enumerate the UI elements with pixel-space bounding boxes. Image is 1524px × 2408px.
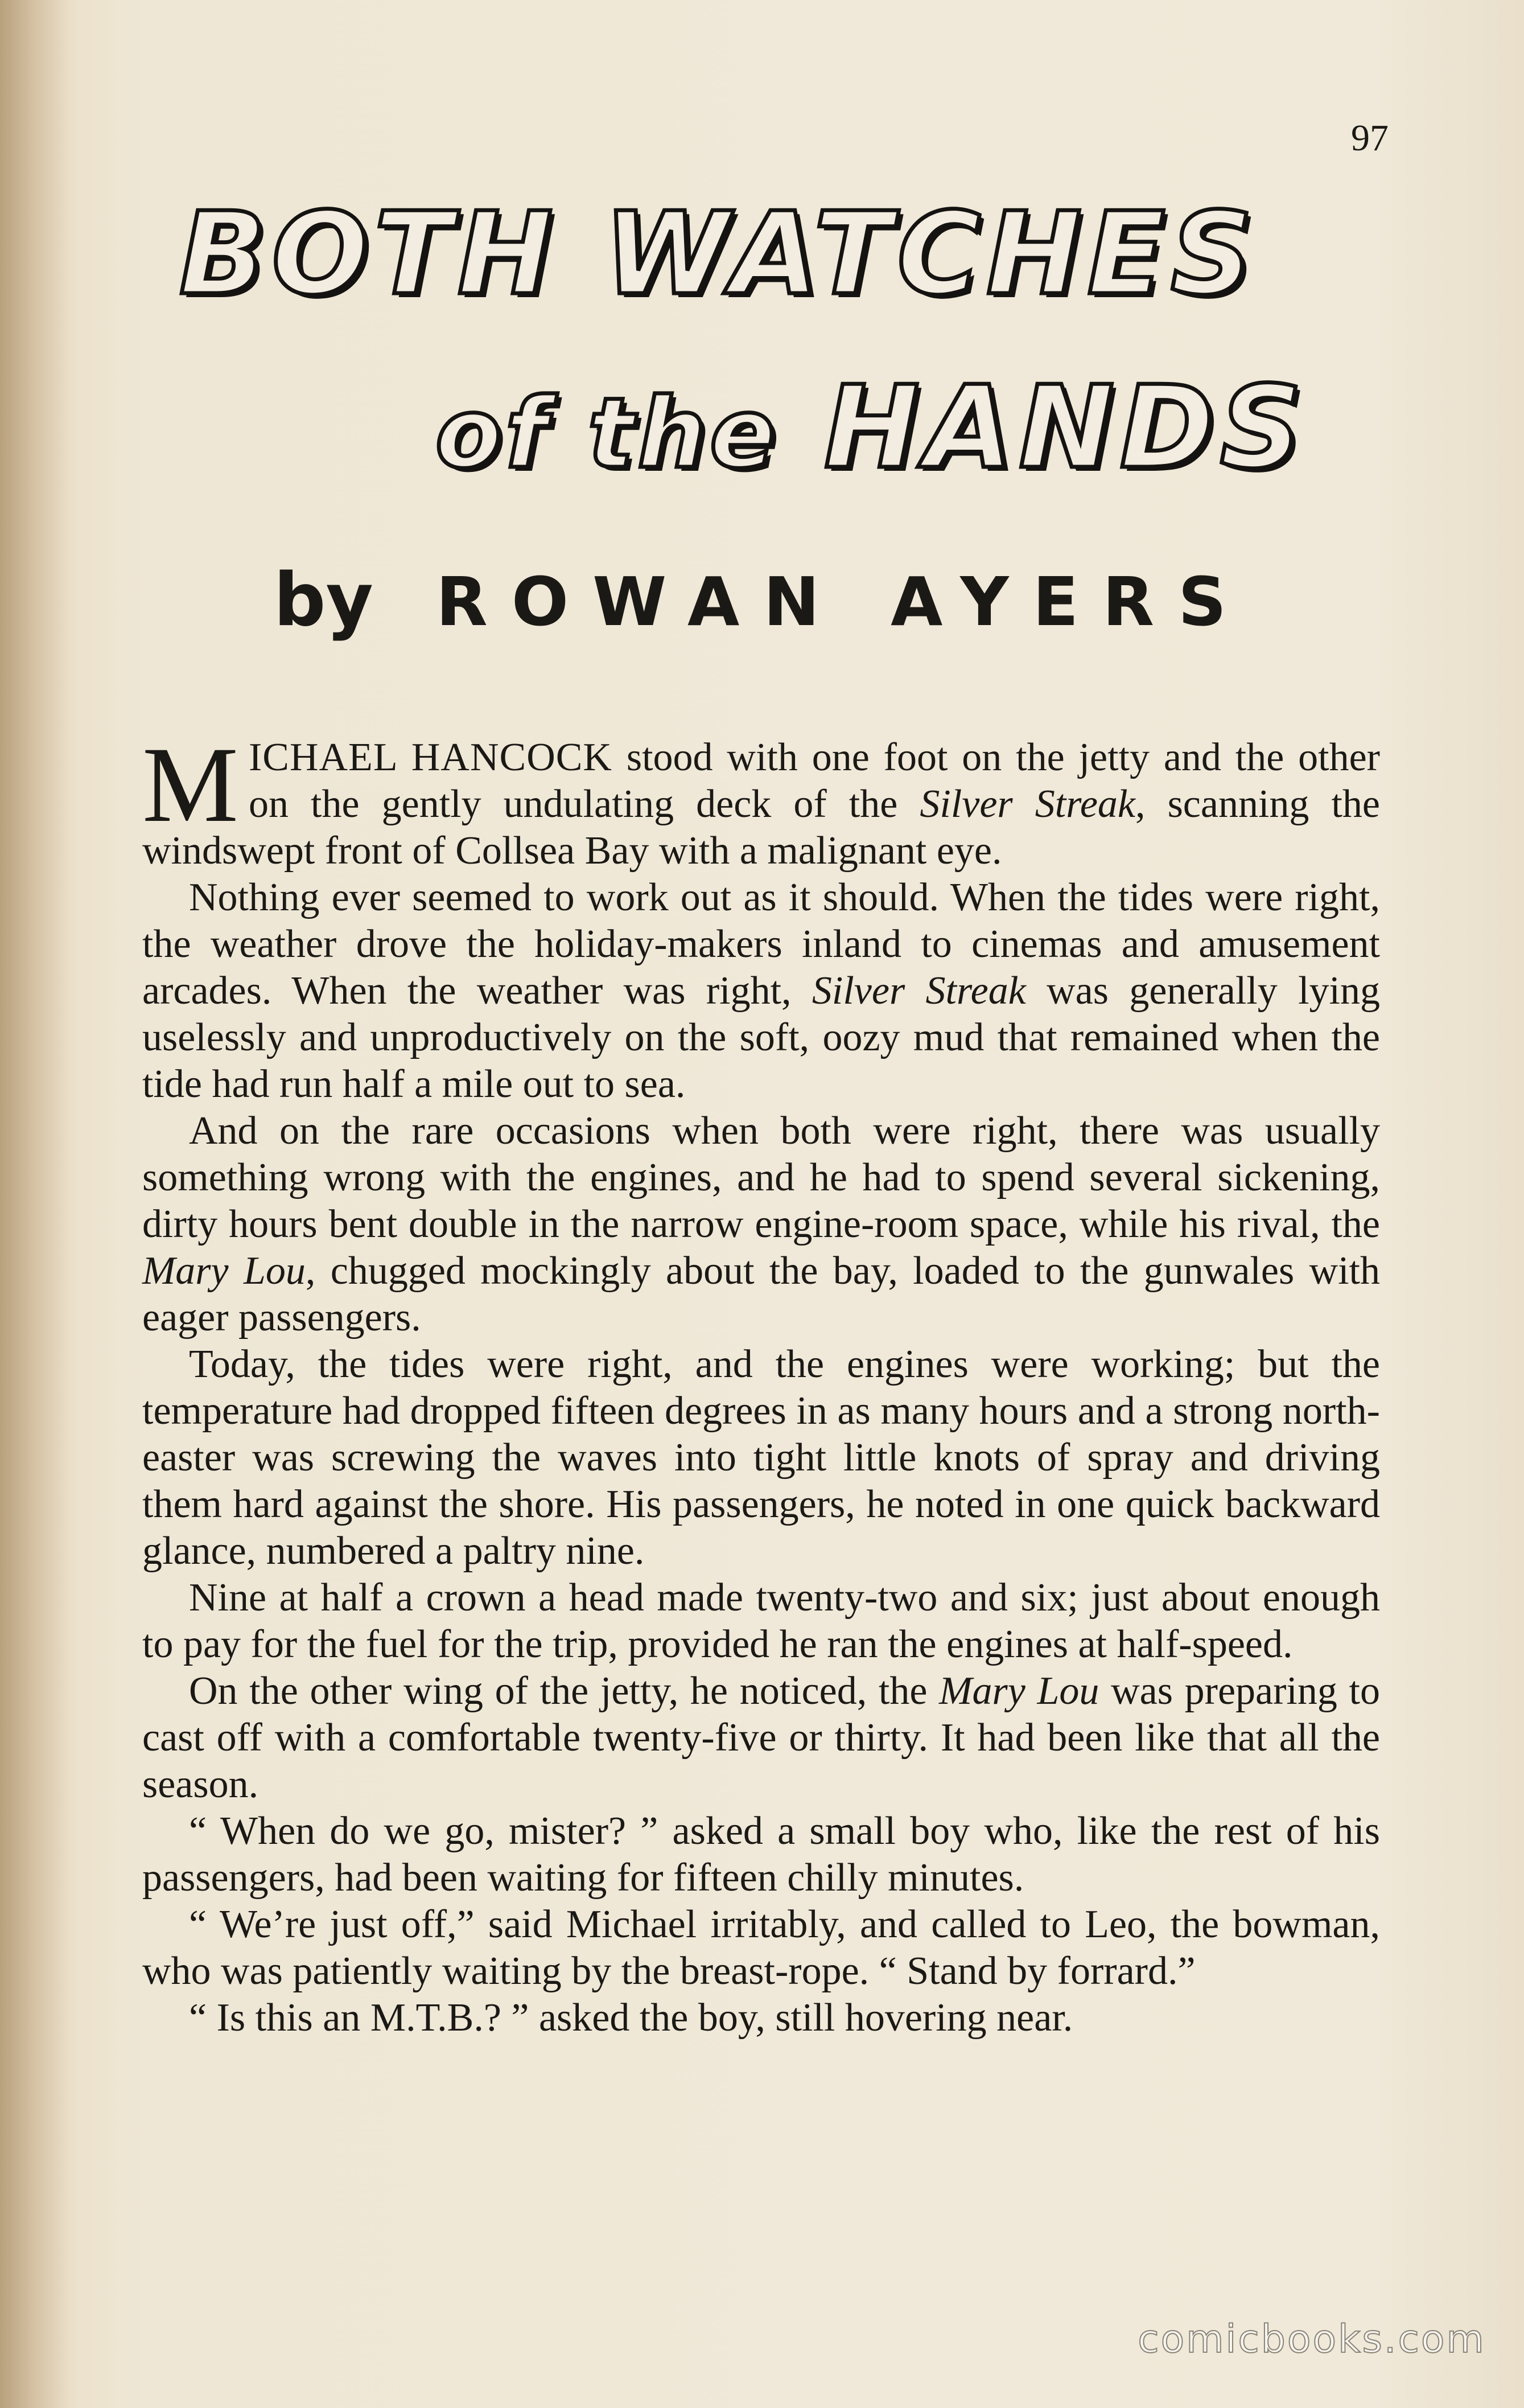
ship-name: Mary Lou	[142, 1249, 306, 1293]
byline	[0, 558, 1524, 643]
paragraph: “ We’re just off,” said Michael irritably, and called to Leo, the bowman, who was patiently waiting by the breast-rope. “ Stand by forrard.”	[142, 1902, 1380, 1993]
paragraph-text: stood with one foot on the jetty and the other on the gently undulating deck of the	[248, 735, 1380, 826]
paragraph	[142, 725, 1380, 874]
paragraph-text: was generally lying uselessly and unproductively on the soft, oozy mud that remained when the tide had run half a mile out to sea.	[142, 969, 1380, 1106]
ship-name: Silver Streak	[920, 782, 1135, 826]
story-title-of-the: of the	[435, 377, 779, 490]
story-title-line1: BOTH WATCHES	[179, 188, 1259, 320]
paragraph-text: And on the rare occasions when both were right, there was usually something wrong with the engines, and he had to spend several sickening, dirty hours bent double in the narrow engine-room space, while his rival, the	[142, 1109, 1380, 1246]
paragraph-text: Nothing ever seemed to work out as it should. When the tides were right, the weather drove the holiday-makers inland to cinemas and amusement arcades. When the weather was right,	[142, 876, 1380, 1013]
binding-shadow	[0, 0, 68, 2408]
paragraph-text: was preparing to cast off with a comfortable twenty-five or thirty. It had been like that all the season.	[142, 1669, 1380, 1806]
story-title-line2	[435, 361, 1308, 494]
paragraph	[142, 874, 1380, 1108]
ship-name: Silver Streak	[812, 969, 1026, 1013]
paragraph: Nine at half a crown a head made twenty-two and six; just about enough to pay for the fuel for the trip, provided he ran the engines at half-speed.	[142, 1576, 1380, 1666]
drop-cap: M	[142, 725, 238, 845]
story-body	[142, 725, 1380, 2041]
site-watermark: comicbooks.com	[1138, 2317, 1486, 2362]
paragraph: “ When do we go, mister? ” asked a small boy who, like the rest of his passengers, had been waiting for fifteen chilly minutes.	[142, 1809, 1380, 1900]
paragraph-text: , scanning the windswept front of Collsea Bay with a malignant eye.	[142, 782, 1380, 873]
paragraph-text: , chugged mockingly about the bay, loaded to the gunwales with eager passengers.	[142, 1249, 1380, 1339]
paragraph: “ Is this an M.T.B.? ” asked the boy, still hovering near.	[189, 1996, 1073, 2040]
paragraph	[142, 1668, 1380, 1808]
byline-by: by	[273, 558, 373, 643]
author-name: ROWAN AYERS	[435, 562, 1251, 641]
paragraph: Today, the tides were right, and the engines were working; but the temperature had dropped fifteen degrees in as many hours and a strong north-easter was screwing the waves into tight little knots of spray and driving them hard against the shore. His passengers, he noted in one quick backward glance, numbered a paltry nine.	[142, 1342, 1380, 1573]
opening-caps: ICHAEL HANCOCK	[248, 735, 612, 779]
ship-name: Mary Lou	[939, 1669, 1099, 1713]
story-title-hands: HANDS	[824, 361, 1308, 494]
page-number: 97	[1351, 117, 1389, 159]
paragraph-text: On the other wing of the jetty, he noticed, the	[189, 1669, 940, 1713]
paragraph	[142, 1108, 1380, 1341]
